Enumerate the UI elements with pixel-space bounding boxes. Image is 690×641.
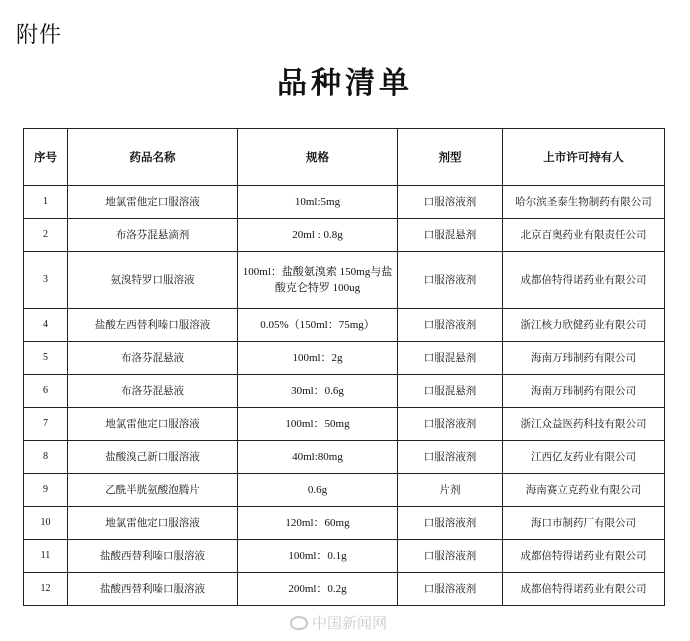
cell-seq: 8: [24, 441, 68, 474]
cell-dosage-form: 口服混悬剂: [398, 219, 503, 252]
header-license-holder: 上市许可持有人: [503, 129, 665, 186]
cell-dosage-form: 口服溶液剂: [398, 441, 503, 474]
header-dosage-form: 剂型: [398, 129, 503, 186]
cell-license-holder: 海南万玮制药有限公司: [503, 375, 665, 408]
cell-seq: 12: [24, 573, 68, 606]
cell-seq: 9: [24, 474, 68, 507]
cell-license-holder: 浙江核力欣健药业有限公司: [503, 309, 665, 342]
cell-drug-name: 盐酸西替利嗪口服溶液: [68, 573, 238, 606]
table-row: [24, 375, 665, 408]
cell-drug-name: 盐酸溴己新口服溶液: [68, 441, 238, 474]
cell-drug-name: 地氯雷他定口服溶液: [68, 186, 238, 219]
cell-dosage-form: 口服溶液剂: [398, 408, 503, 441]
cell-drug-name: 地氯雷他定口服溶液: [68, 507, 238, 540]
header-drug-name: 药品名称: [68, 129, 238, 186]
cell-license-holder: 海口市制药厂有限公司: [503, 507, 665, 540]
cell-spec: 100ml：盐酸氨溴索 150mg与盐酸克仑特罗 100ug: [238, 252, 398, 309]
cell-spec: 0.6g: [238, 474, 398, 507]
cell-spec: 120ml：60mg: [238, 507, 398, 540]
cell-seq: 11: [24, 540, 68, 573]
cell-seq: 6: [24, 375, 68, 408]
cell-dosage-form: 口服混悬剂: [398, 375, 503, 408]
cell-dosage-form: 片剂: [398, 474, 503, 507]
cell-dosage-form: 口服混悬剂: [398, 342, 503, 375]
table-row: [24, 474, 665, 507]
cell-spec: 0.05%（150ml：75mg）: [238, 309, 398, 342]
cell-spec: 100ml：50mg: [238, 408, 398, 441]
cell-license-holder: 成都倍特得诺药业有限公司: [503, 573, 665, 606]
cell-seq: 1: [24, 186, 68, 219]
weibo-logo-icon: [290, 616, 308, 630]
cell-spec: 40ml:80mg: [238, 441, 398, 474]
cell-spec: 30ml：0.6g: [238, 375, 398, 408]
cell-license-holder: 成都倍特得诺药业有限公司: [503, 540, 665, 573]
cell-seq: 10: [24, 507, 68, 540]
cell-spec: 200ml：0.2g: [238, 573, 398, 606]
table-row: [24, 342, 665, 375]
cell-license-holder: 海南万玮制药有限公司: [503, 342, 665, 375]
cell-spec: 20ml : 0.8g: [238, 219, 398, 252]
cell-license-holder: 浙江众益医药科技有限公司: [503, 408, 665, 441]
table-row: [24, 573, 665, 606]
cell-seq: 3: [24, 252, 68, 309]
cell-license-holder: 哈尔滨圣泰生物制药有限公司: [503, 186, 665, 219]
attachment-label: 附件: [16, 23, 63, 48]
table-row: [24, 186, 665, 219]
cell-license-holder: 江西亿友药业有限公司: [503, 441, 665, 474]
cell-dosage-form: 口服溶液剂: [398, 252, 503, 309]
cell-drug-name: 布洛芬混悬滴剂: [68, 219, 238, 252]
header-seq: 序号: [24, 129, 68, 186]
table-row: [24, 219, 665, 252]
table-row: [24, 540, 665, 573]
cell-dosage-form: 口服溶液剂: [398, 186, 503, 219]
page-title: 品种清单: [277, 66, 413, 101]
cell-drug-name: 地氯雷他定口服溶液: [68, 408, 238, 441]
cell-license-holder: 北京百奥药业有限责任公司: [503, 219, 665, 252]
table-row: [24, 408, 665, 441]
cell-seq: 7: [24, 408, 68, 441]
variety-list-table: [23, 128, 665, 606]
table-row: [24, 507, 665, 540]
cell-spec: 100ml：2g: [238, 342, 398, 375]
table-row: [24, 252, 665, 309]
cell-dosage-form: 口服溶液剂: [398, 540, 503, 573]
cell-drug-name: 氨溴特罗口服溶液: [68, 252, 238, 309]
watermark-text: 中国新闻网: [312, 614, 388, 632]
cell-seq: 2: [24, 219, 68, 252]
cell-drug-name: 盐酸西替利嗪口服溶液: [68, 540, 238, 573]
watermark: [290, 612, 387, 633]
cell-seq: 5: [24, 342, 68, 375]
table-row: [24, 309, 665, 342]
cell-dosage-form: 口服溶液剂: [398, 309, 503, 342]
header-spec: 规格: [238, 129, 398, 186]
cell-dosage-form: 口服溶液剂: [398, 507, 503, 540]
table-header-row: [24, 129, 665, 186]
cell-drug-name: 布洛芬混悬液: [68, 342, 238, 375]
cell-spec: 10ml:5mg: [238, 186, 398, 219]
cell-spec: 100ml：0.1g: [238, 540, 398, 573]
table-row: [24, 441, 665, 474]
cell-seq: 4: [24, 309, 68, 342]
cell-license-holder: 成都倍特得诺药业有限公司: [503, 252, 665, 309]
cell-drug-name: 盐酸左西替利嗪口服溶液: [68, 309, 238, 342]
cell-drug-name: 布洛芬混悬液: [68, 375, 238, 408]
cell-dosage-form: 口服溶液剂: [398, 573, 503, 606]
cell-license-holder: 海南赛立克药业有限公司: [503, 474, 665, 507]
cell-drug-name: 乙酰半胱氨酸泡腾片: [68, 474, 238, 507]
